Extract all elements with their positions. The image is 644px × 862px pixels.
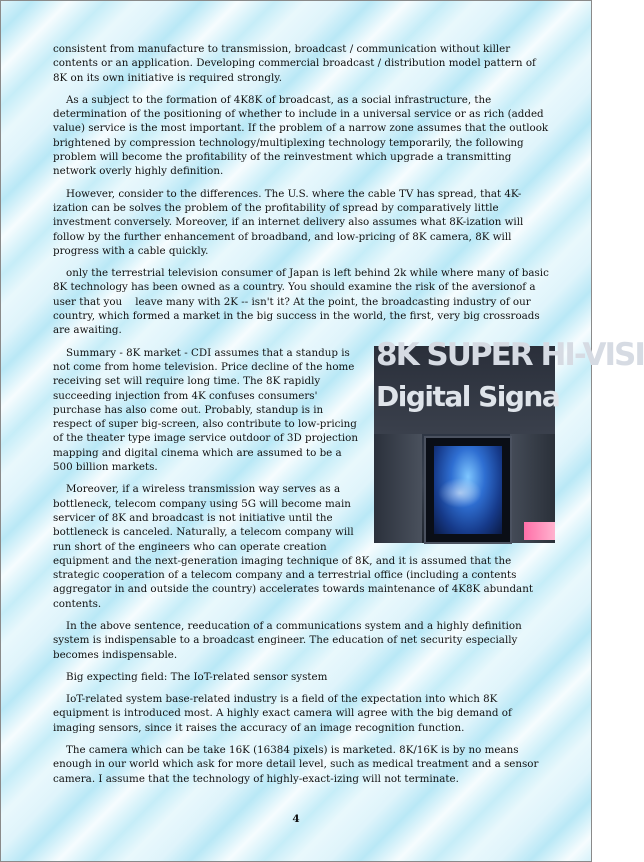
display-frame [424,436,512,544]
paragraph-1: consistent from manufacture to transmission, broadcast / communication without killer contents or an application. Developing commercial broadcast / distribution model pattern of 8K on its own initiative is required strongly. [53,43,536,84]
paragraph-2: As a subject to the formation of 4K8K of broadcast, as a social infrastructure, the determination of the positioning of whether to include in a universal service or as rich (added value) service is the most important. If the problem of a narrow zone assumes that the outlook brightened by compression technology/multiplexing technology temporarily, the following problem will become the profitability of the reinvestment which upgrade a transmitting network overly highly definition. [53,93,549,178]
page-body [53,42,644,794]
signage-text-line-2: Digital Signa [376,379,560,413]
signage-text-line-1: 8K SUPER HI-VISI [376,336,644,373]
paragraph-5: Summary - 8K market - CDI assumes that a standup is not come from home television. Price decline of the home receiving set will require long time. The 8K rapidly succeeding injection from 4K confuses consumers' purchase has also come out. Probably, standup is in respect of super big-screen, also contribute to low-pricing of the theater type image service outdoor of 3D projection mapping and digital cinema which are assumed to be a 500 billion markets. [53,346,359,474]
paragraph-6: Moreover, if a wireless transmission way serves as a bottleneck, telecom company using 5G will become main servicer of 8K and broadcast is not initiative until the bottleneck is canceled. Naturally, a telecom company will run short of the engineers who can operate creation equipment and the next-generation imaging technique of 8K, and it is assumed that the strategic cooperation of a telecom company and a terrestrial office (including a contents aggregator in and outside the country) accelerates towards maintenance of 4K8K abundant contents. [53,483,533,610]
booth-pillar-left [374,434,422,543]
page-number: 4 [292,813,300,825]
screen-glow [438,478,482,508]
paragraph-4: only the terrestrial television consumer of Japan is left behind 2k while where many of basic 8K technology has been owned as a country. You should examine the risk of the aversionof a user that you leave many with 2K -- isn't it? At the point, the broadcasting industry of our country, which formed a market in the big success in the world, the first, very big crossroads are awaiting. [53,267,553,337]
section-heading: Big expecting field: The IoT-related sensor system [66,670,328,683]
paragraph-7: In the above sentence, reeducation of a communications system and a highly definition system is indispensable to a broadcast engineer. The education of net security especially becomes indispensable. [53,619,522,661]
paragraph-10: The camera which can be take 16K (16384 pixels) is marketed. 8K/16K is by no means enough in our world which ask for more detail level, such as medical treatment and a sensor camera. I assume that the technology of highly-exact-izing will not terminate. [53,744,539,785]
pink-accent [524,522,555,540]
paragraph-3: However, consider to the differences. The U.S. where the cable TV has spread, that 4K-ization can be solves the problem of the profitability of spread by comparatively little investment conversely. Moreover, if an internet delivery also assumes what 8K-ization will follow by the further enhancement of broadband, and low-pricing of 8K camera, 8K will progress with a cable quickly. [53,187,524,257]
paragraph-9: IoT-related system base-related industry is a field of the expectation into which 8K equipment is introduced most. A highly exact camera will agree with the big demand of imaging sensors, since it raises the accuracy of an image recognition function. [53,693,512,734]
8k-digital-signage-photo [374,336,644,543]
